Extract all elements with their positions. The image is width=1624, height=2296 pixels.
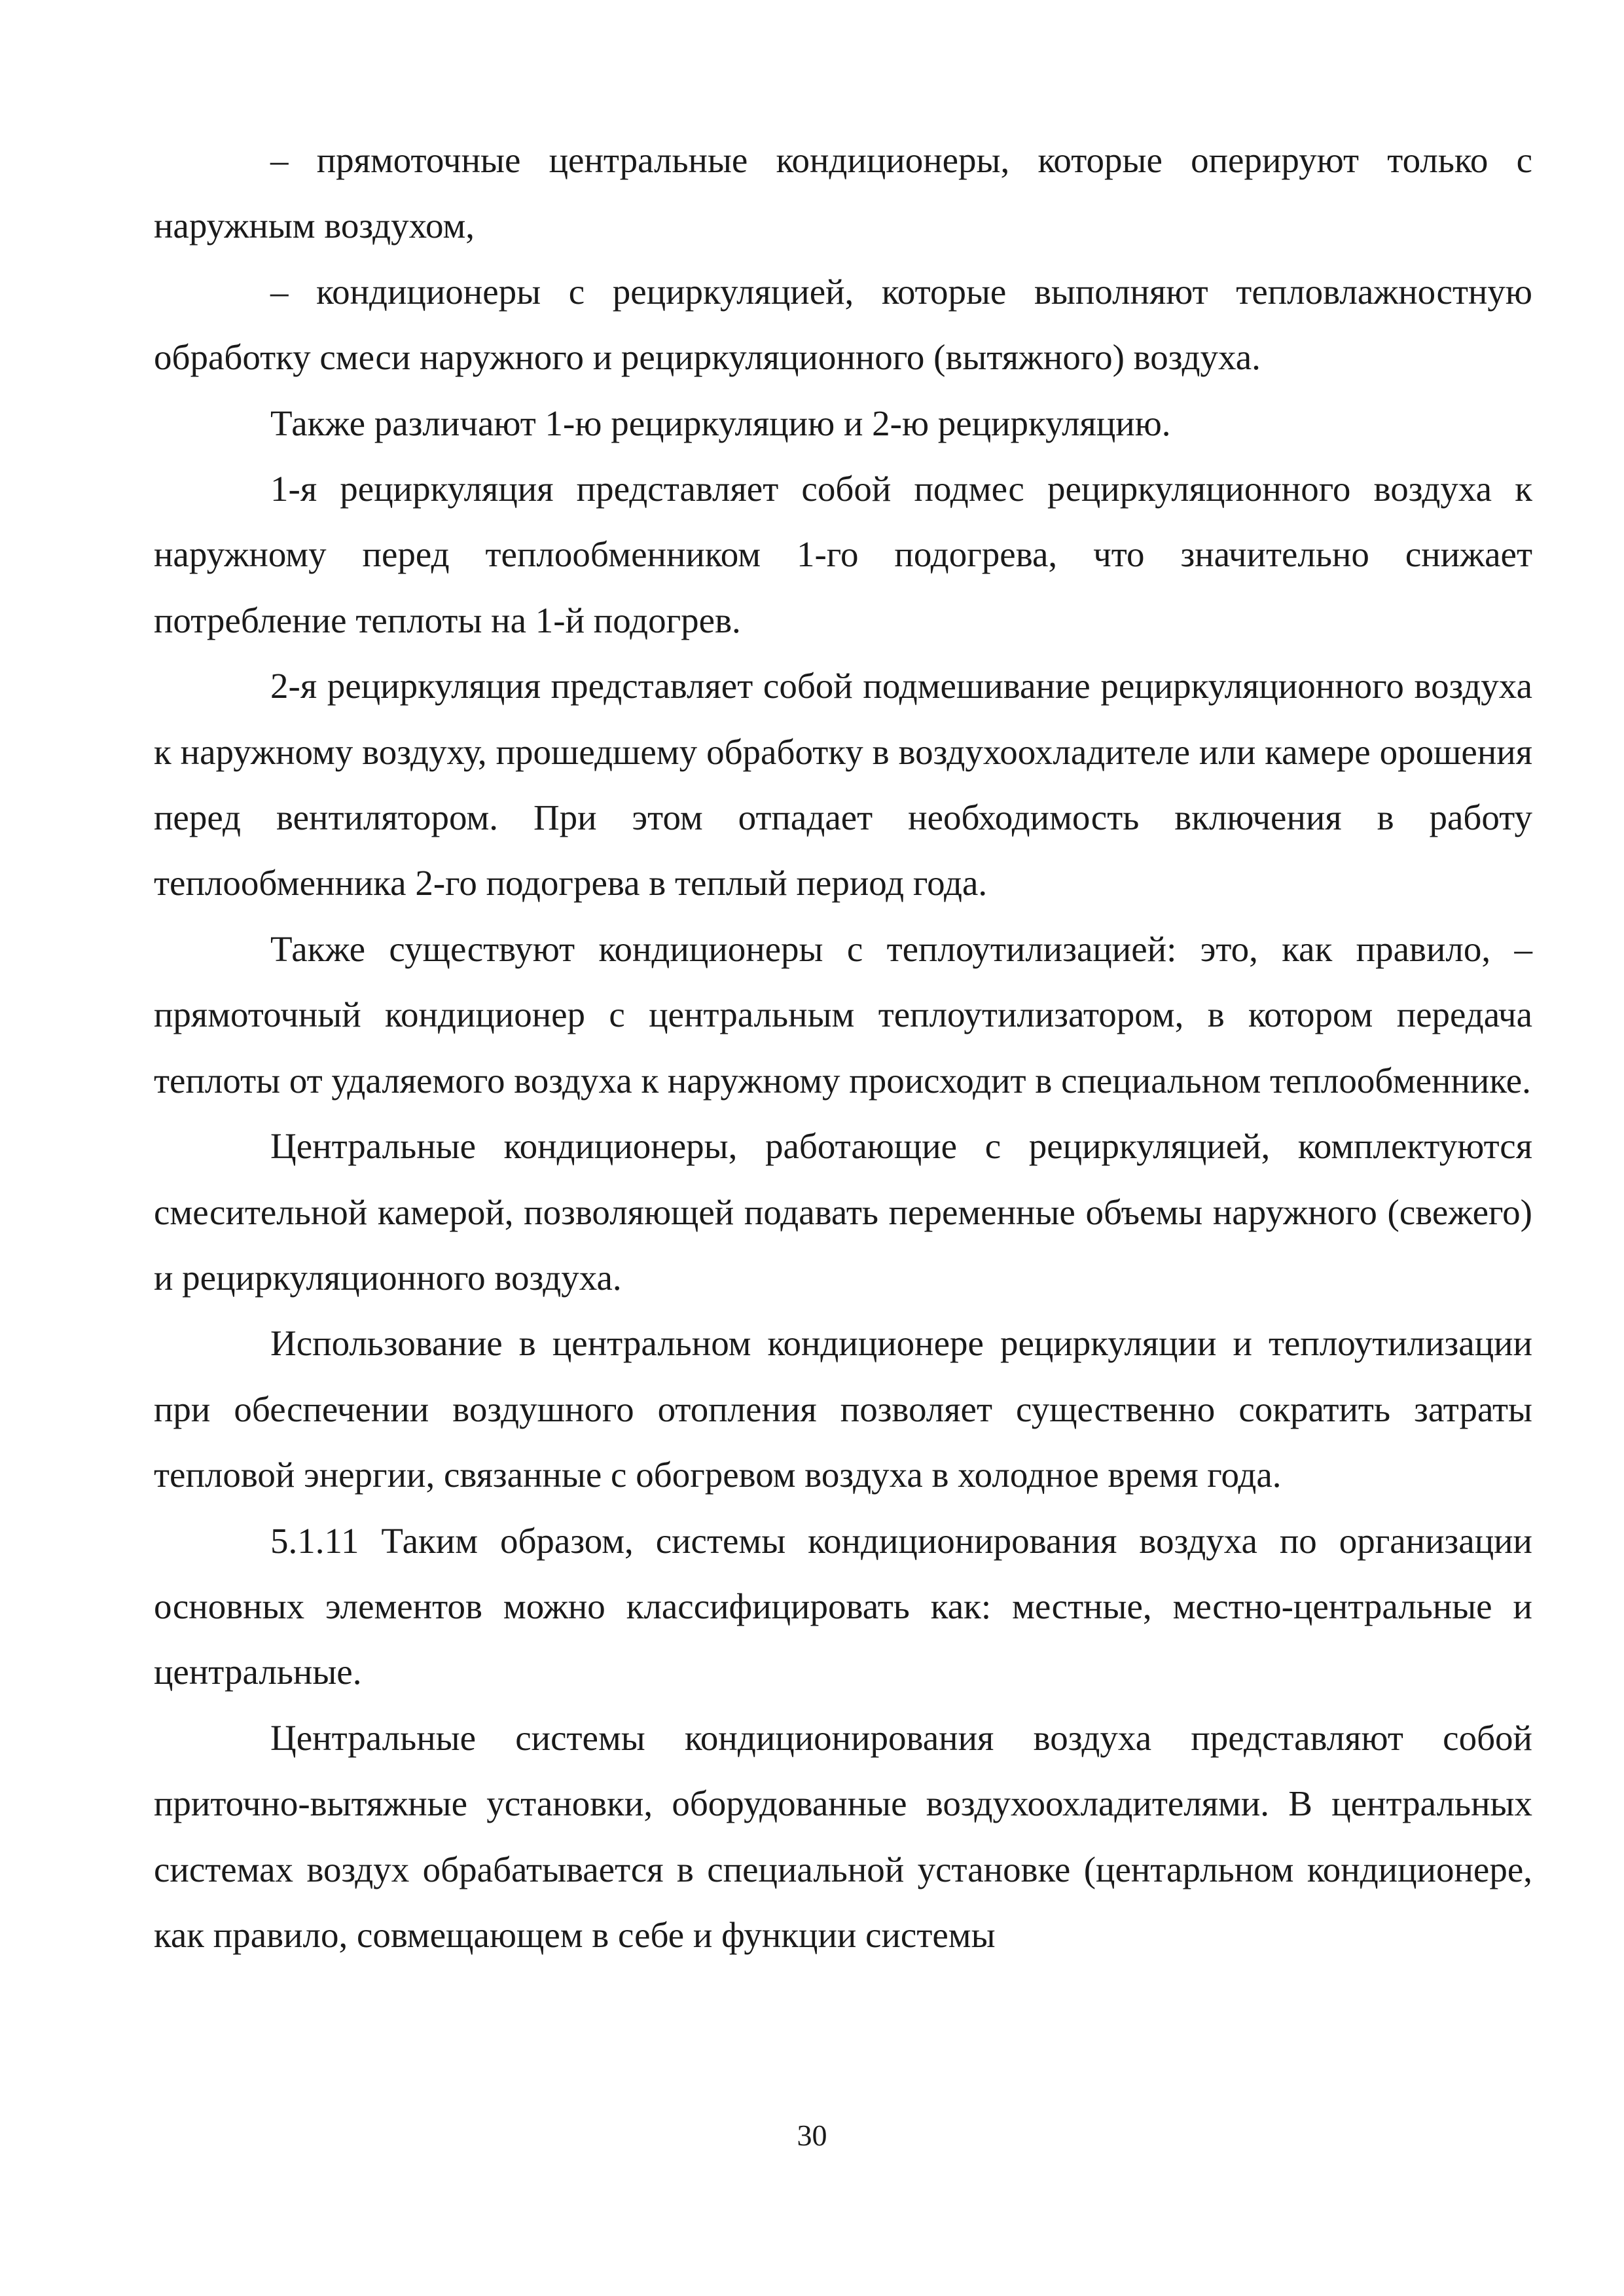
paragraph-10: Центральные системы кондиционирования воздуха представляют собой приточно-вытяжные установки, оборудованные воздухоохладителями. В центральных системах воздух обрабатывается в специальной установке (центарльном кондиционере, как правило, совмещающем в себе и функции системы [154,1717,1532,1955]
paragraph-5: 2-я рециркуляция представляет собой подмешивание рециркуляционного воздуха к наружному воздуху, прошедшему обработку в воздухоохладителе или камере орошения перед вентилятором. При этом отпадает необходимость включения в работу теплообменника 2-го подогрева в теплый период года. [154,666,1532,903]
paragraph-1: – прямоточные центральные кондиционеры, которые оперируют только с наружным воздухом, [154,140,1532,246]
paragraph-7: Центральные кондиционеры, работающие с рециркуляцией, комплектуются смесительной камерой, позволяющей подавать переменные объемы наружного (свежего) и рециркуляционного воздуха. [154,1126,1532,1298]
paragraph-8: Использование в центральном кондиционере рециркуляции и теплоутилизации при обеспечении воздушного отопления позволяет существенно сократить затраты тепловой энергии, связанные с обогревом воздуха в холодное время года. [154,1323,1532,1495]
paragraph-6: Также существуют кондиционеры с теплоутилизацией: это, как правило, – прямоточный кондиционер с центральным теплоутилизатором, в котором передача теплоты от удаляемого воздуха к наружному происходит в специальном теплообменнике. [154,928,1532,1101]
paragraph-9: 5.1.11 Таким образом, системы кондиционирования воздуха по организации основных элементов можно классифицировать как: местные, местно-центральные и центральные. [154,1520,1532,1692]
page-number: 30 [797,2119,827,2152]
paragraph-3: Также различают 1-ю рециркуляцию и 2-ю рециркуляцию. [270,403,1171,443]
paragraph-2: – кондиционеры с рециркуляцией, которые выполняют тепловлажностную обработку смеси наружного и рециркуляционного (вытяжного) воздуха. [154,271,1532,378]
paragraph-4: 1-я рециркуляция представляет собой подмес рециркуляционного воздуха к наружному перед теплообменником 1-го подогрева, что значительно снижает потребление теплоты на 1-й подогрев. [154,469,1532,640]
body-text [154,128,1532,1968]
